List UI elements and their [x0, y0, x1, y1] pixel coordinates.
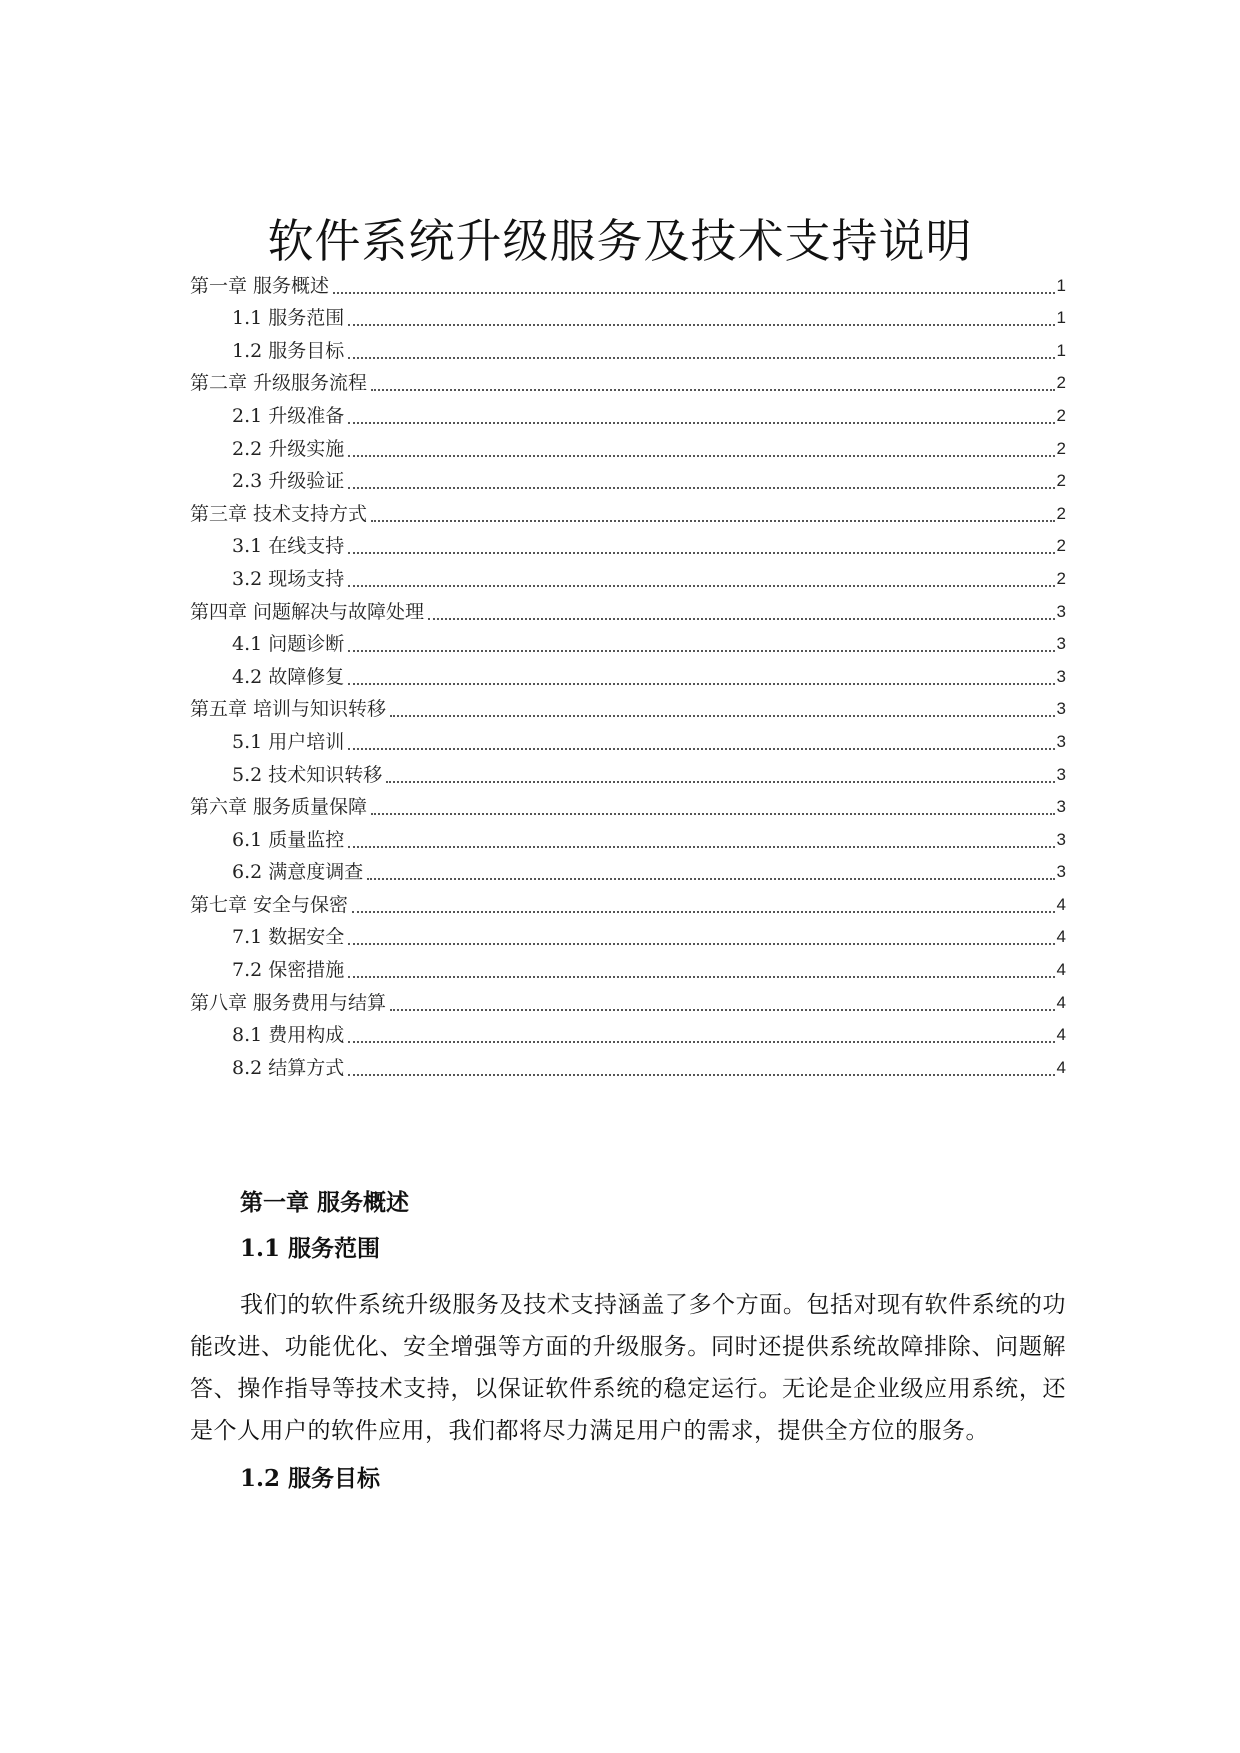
toc-dot-leader	[348, 728, 1054, 750]
toc-dot-leader	[386, 761, 1054, 783]
toc-entry[interactable]	[190, 559, 1066, 592]
toc-entry-label: 2.2 升级实施	[232, 437, 345, 460]
toc-dot-leader	[371, 793, 1054, 815]
toc-page-number: 1	[1056, 308, 1066, 328]
toc-page-number: 3	[1056, 666, 1066, 686]
toc-dot-leader	[348, 304, 1054, 326]
toc-page-number: 4	[1056, 960, 1066, 980]
toc-page-number: 3	[1056, 731, 1066, 751]
toc-dot-leader	[348, 435, 1054, 457]
toc-dot-leader	[348, 663, 1054, 685]
toc-entry-label: 第八章 服务费用与结算	[190, 991, 387, 1014]
toc-dot-leader	[348, 467, 1054, 489]
toc-page-number: 4	[1056, 1057, 1066, 1077]
toc-entry-label: 7.2 保密措施	[232, 959, 345, 982]
toc-entry-label: 4.1 问题诊断	[232, 633, 345, 656]
toc-page-number: 2	[1056, 373, 1066, 393]
toc-entry[interactable]	[190, 918, 1066, 951]
toc-page-number: 4	[1056, 927, 1066, 947]
toc-entry-label: 第五章 培训与知识转移	[190, 698, 387, 721]
toc-entry-label: 1.2 服务目标	[232, 339, 345, 362]
toc-entry[interactable]	[190, 755, 1066, 788]
toc-page-number: 2	[1056, 503, 1066, 523]
toc-entry-label: 7.1 数据安全	[232, 926, 345, 949]
toc-page-number: 3	[1056, 862, 1066, 882]
toc-entry-label: 第二章 升级服务流程	[190, 372, 368, 395]
toc-page-number: 4	[1056, 1025, 1066, 1045]
toc-page-number: 1	[1056, 275, 1066, 295]
section-heading: 1.1 服务范围	[240, 1235, 381, 1262]
toc-page-number: 3	[1056, 601, 1066, 621]
toc-dot-leader	[348, 1021, 1054, 1043]
toc-entry[interactable]	[190, 853, 1066, 886]
table-of-contents	[190, 266, 1066, 1081]
toc-entry-label: 2.3 升级验证	[232, 470, 345, 493]
toc-entry-label: 1.1 服务范围	[232, 307, 345, 330]
toc-entry-label: 5.2 技术知识转移	[232, 763, 383, 786]
toc-dot-leader	[390, 695, 1054, 717]
toc-page-number: 2	[1056, 438, 1066, 458]
toc-page-number: 3	[1056, 699, 1066, 719]
toc-entry-label: 8.2 结算方式	[232, 1056, 345, 1079]
toc-entry[interactable]	[190, 429, 1066, 462]
toc-page-number: 2	[1056, 568, 1066, 588]
toc-entry[interactable]	[190, 396, 1066, 429]
toc-page-number: 3	[1056, 797, 1066, 817]
section-heading: 1.2 服务目标	[240, 1465, 381, 1492]
toc-entry[interactable]	[190, 983, 1066, 1016]
toc-entry-label: 3.2 现场支持	[232, 567, 345, 590]
toc-entry-label: 第一章 服务概述	[190, 274, 330, 297]
toc-entry-label: 5.1 用户培训	[232, 730, 345, 753]
toc-page-number: 2	[1056, 536, 1066, 556]
toc-entry[interactable]	[190, 690, 1066, 723]
toc-entry[interactable]	[190, 950, 1066, 983]
toc-dot-leader	[333, 272, 1054, 294]
toc-dot-leader	[371, 500, 1054, 522]
toc-page-number: 3	[1056, 634, 1066, 654]
toc-entry[interactable]	[190, 625, 1066, 658]
toc-entry[interactable]	[190, 364, 1066, 397]
toc-entry[interactable]	[190, 657, 1066, 690]
toc-page-number: 4	[1056, 894, 1066, 914]
chapter-heading: 第一章 服务概述	[240, 1189, 410, 1216]
toc-page-number: 3	[1056, 829, 1066, 849]
toc-dot-leader	[348, 826, 1054, 848]
toc-dot-leader	[371, 369, 1054, 391]
toc-entry[interactable]	[190, 885, 1066, 918]
toc-entry-label: 第七章 安全与保密	[190, 893, 349, 916]
toc-entry-label: 3.1 在线支持	[232, 535, 345, 558]
toc-entry[interactable]	[190, 722, 1066, 755]
toc-entry[interactable]	[190, 1048, 1066, 1081]
toc-dot-leader	[348, 402, 1054, 424]
toc-dot-leader	[367, 858, 1054, 880]
toc-entry-label: 6.2 满意度调查	[232, 861, 364, 884]
toc-dot-leader	[348, 630, 1054, 652]
toc-dot-leader	[348, 923, 1054, 945]
toc-entry[interactable]	[190, 462, 1066, 495]
toc-page-number: 2	[1056, 471, 1066, 491]
toc-entry[interactable]	[190, 1016, 1066, 1049]
toc-entry-label: 第三章 技术支持方式	[190, 502, 368, 525]
toc-entry[interactable]	[190, 592, 1066, 625]
toc-dot-leader	[348, 956, 1054, 978]
toc-dot-leader	[428, 598, 1054, 620]
toc-entry[interactable]	[190, 527, 1066, 560]
toc-entry-label: 2.1 升级准备	[232, 404, 345, 427]
toc-dot-leader	[390, 989, 1054, 1011]
toc-entry[interactable]	[190, 820, 1066, 853]
toc-entry[interactable]	[190, 266, 1066, 299]
toc-entry-label: 第六章 服务质量保障	[190, 796, 368, 819]
body-paragraph: 我们的软件系统升级服务及技术支持涵盖了多个方面。包括对现有软件系统的功能改进、功能优化、安全增强等方面的升级服务。同时还提供系统故障排除、问题解答、操作指导等技术支持，以保证软件系统的稳定运行。无论是企业级应用系统，还是个人用户的软件应用，我们都将尽力满足用户的需求，提供全方位的服务。	[190, 1292, 1066, 1444]
toc-entry-label: 第四章 问题解决与故障处理	[190, 600, 425, 623]
toc-dot-leader	[348, 1054, 1054, 1076]
toc-dot-leader	[352, 891, 1054, 913]
toc-entry-label: 8.1 费用构成	[232, 1024, 345, 1047]
toc-page-number: 3	[1056, 764, 1066, 784]
toc-page-number: 1	[1056, 340, 1066, 360]
document-title: 软件系统升级服务及技术支持说明	[267, 213, 973, 268]
document-body	[190, 1186, 1066, 1514]
toc-page-number: 2	[1056, 405, 1066, 425]
toc-dot-leader	[348, 532, 1054, 554]
toc-entry[interactable]	[190, 331, 1066, 364]
toc-page-number: 4	[1056, 992, 1066, 1012]
toc-entry[interactable]	[190, 494, 1066, 527]
toc-dot-leader	[348, 337, 1054, 359]
toc-entry-label: 4.2 故障修复	[232, 665, 345, 688]
toc-entry-label: 6.1 质量监控	[232, 828, 345, 851]
toc-entry[interactable]	[190, 788, 1066, 821]
toc-entry[interactable]	[190, 299, 1066, 332]
toc-dot-leader	[348, 565, 1054, 587]
